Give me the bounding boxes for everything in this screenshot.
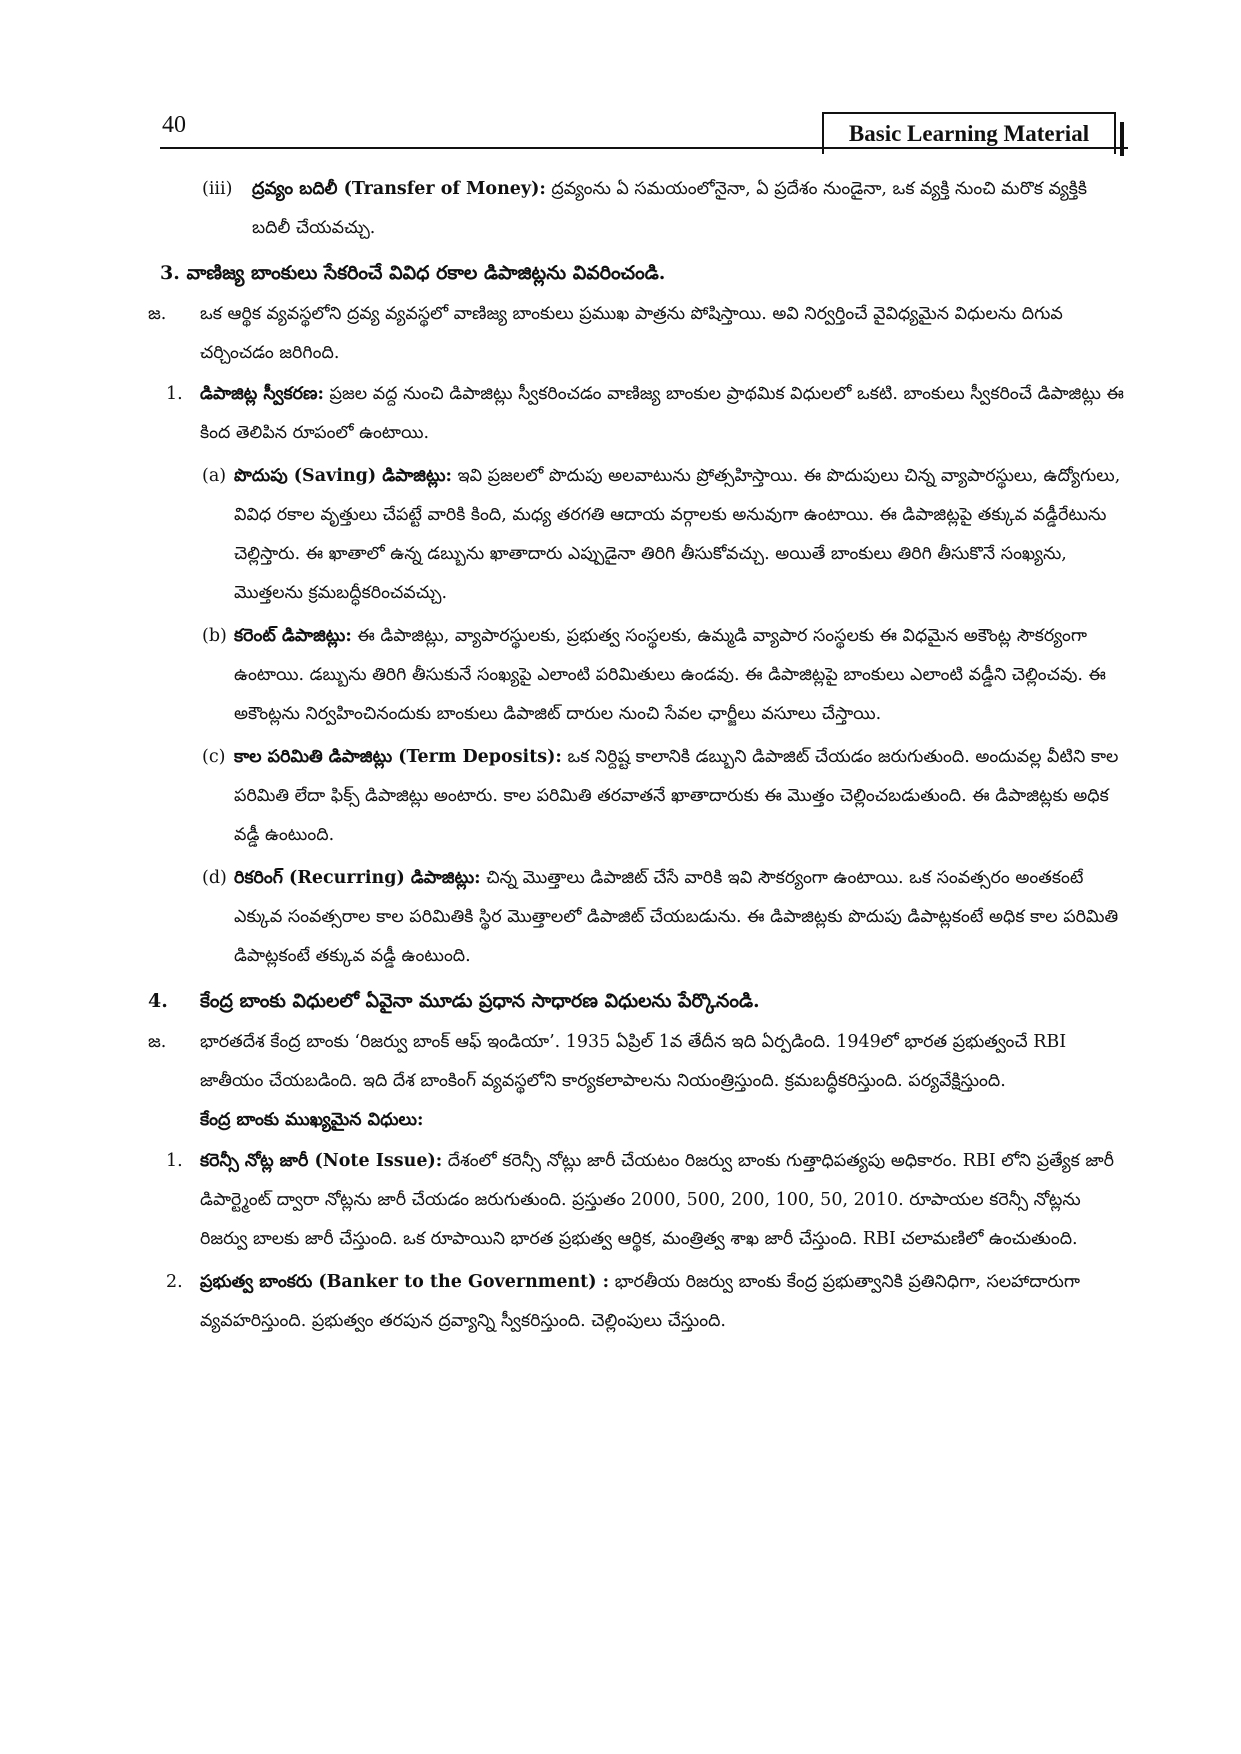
question-3 <box>160 254 1128 293</box>
deposit-type-c <box>160 738 1128 855</box>
point-text: దేశంలో కరెన్సీ నోట్లు జారీ చేయటం రిజర్వు బాంకు గుత్తాధిపత్యపు అధికారం. RBI లోని ప్రత్యేక జారీ డిపార్ట్మెంట్ ద్వారా నోట్లను జారీ చేయడం జరుగుతుంది. ప్రస్తుతం 2000, 500, 200, 100, 50, 2010. రూపాయల కరెన్సీ నోట్లను రిజర్వు బాలకు జారీ చేస్తుంది. ఒక రూపాయిని భారత ప్రభుత్వ ఆర్థిక, మంత్రిత్వ శాఖ జారీ చేస్తుంది. RBI చలామణిలో ఉంచుతుంది. <box>200 1151 1115 1249</box>
page-number: 40 <box>162 112 186 138</box>
item-iii <box>160 170 1128 248</box>
point-label: 1. <box>166 1151 183 1171</box>
point-paragraph <box>200 375 1128 453</box>
answer-4-point-2 <box>160 1263 1128 1341</box>
header-rule <box>160 147 1128 149</box>
book-title: Basic Learning Material <box>822 112 1116 154</box>
question-body: వాణిజ్య బాంకులు సేకరించే వివిధ రకాల డిపాజిట్లను వివరించండి. <box>186 262 666 284</box>
subpoint-text: ఒక నిర్దిష్ట కాలానికి డబ్బుని డిపాజిట్ చేయడం జరుగుతుంది. అందువల్ల వీటిని కాల పరిమితి లేదా ఫిక్స్ డిపాజిట్లు అంటారు. కాల పరిమితి తరవాతనే ఖాతాదారుకు ఈ మొత్తం చెల్లించబడుతుంది. ఈ డిపాజిట్లకు అధిక వడ్డీ ఉంటుంది. <box>234 747 1119 845</box>
subpoint-label: (c) <box>202 747 226 767</box>
point-paragraph <box>200 1142 1128 1259</box>
subpoint-paragraph <box>234 738 1128 855</box>
answer-label: జ. <box>148 304 167 324</box>
question-body: కేంద్ర బాంకు విధులలో ఏవైనా మూడు ప్రధాన సాధారణ విధులను పేర్కొనండి. <box>200 990 760 1012</box>
answer-4-point-1 <box>160 1142 1128 1259</box>
deposit-type-b <box>160 617 1128 734</box>
subpoint-label: (a) <box>202 466 227 486</box>
point-label: 1. <box>166 384 183 404</box>
point-heading: ప్రభుత్వ బాంకరు (Banker to the Government) : <box>200 1272 610 1292</box>
answer-intro: ఒక ఆర్థిక వ్యవస్థలోని ద్రవ్య వ్యవస్థలో వాణిజ్య బాంకులు ప్రముఖ పాత్రను పోషిస్తాయి. అవి నిర్వర్తించే వైవిధ్యమైన విధులను దిగువ చర్చించడం జరిగింది. <box>200 304 1063 363</box>
subpoint-heading: కరెంట్ డిపాజిట్లు: <box>234 626 352 646</box>
answer-intro: భారతదేశ కేంద్ర బాంకు ‘రిజర్వు బాంక్ ఆఫ్ ఇండియా’. 1935 ఏప్రిల్ 1వ తేదీన ఇది ఏర్పడింది. 1949లో భారత ప్రభుత్వంచే RBI జాతీయం చేయబడింది. ఇది దేశ బాంకింగ్ వ్యవస్థలోని కార్యకలాపాలను నియంత్రిస్తుంది. క్రమబద్ధీకరిస్తుంది. పర్యవేక్షిస్తుంది. <box>200 1032 1067 1091</box>
subpoint-heading: కాల పరిమితి డిపాజిట్లు (Term Deposits): <box>234 747 562 767</box>
answer-3 <box>148 295 1128 373</box>
subpoint-paragraph <box>234 617 1128 734</box>
subpoint-paragraph <box>234 859 1128 976</box>
point-text: భారతీయ రిజర్వు బాంకు కేంద్ర ప్రభుత్వానికి ప్రతినిధిగా, సలహాదారుగా వ్యవహరిస్తుంది. ప్రభుత్వం తరపున ద్రవ్యాన్ని స్వీకరిస్తుంది. చెల్లింపులు చేస్తుంది. <box>200 1272 1080 1331</box>
deposit-type-d <box>160 859 1128 976</box>
subheading: కేంద్ర బాంకు ముఖ్యమైన విధులు: <box>200 1110 424 1130</box>
subpoint-text: చిన్న మొత్తాలు డిపాజిట్ చేసే వారికి ఇవి సౌకర్యంగా ఉంటాయి. ఒక సంవత్సరం అంతకంటే ఎక్కువ సంవత్సరాల కాల పరిమితికి స్థిర మొత్తాలలో డిపాజిట్ చేయబడును. ఈ డిపాజిట్లకు పొదుపు డిపాట్లకంటే అధిక కాల పరిమితి డిపాట్లకంటే తక్కువ వడ్డీ ఉంటుంది. <box>234 868 1119 966</box>
item-heading: ద్రవ్యం బదిలీ (Transfer of Money): <box>252 179 546 199</box>
question-4 <box>148 982 1128 1021</box>
item-paragraph <box>220 170 1128 248</box>
subpoint-label: (b) <box>202 626 227 646</box>
subpoint-heading: పొదుపు (Saving) డిపాజిట్లు: <box>234 466 452 486</box>
subpoint-text: ఈ డిపాజిట్లు, వ్యాపారస్థులకు, ప్రభుత్వ సంస్థలకు, ఉమ్మడి వ్యాపార సంస్థలకు ఈ విధమైన అకౌంట్ల సౌకర్యంగా ఉంటాయి. డబ్బును తిరిగి తీసుకునే సంఖ్యపై ఎలాంటి పరిమితులు ఉండవు. ఈ డిపాజిట్లపై బాంకులు ఎలాంటి వడ్డీని చెల్లించవు. ఈ అకౌంట్లను నిర్వహించినందుకు బాంకులు డిపాజిట్ దారుల నుంచి సేవల ఛార్జీలు వసూలు చేస్తాయి. <box>234 626 1106 724</box>
item-label: (iii) <box>202 179 233 199</box>
point-label: 2. <box>166 1272 183 1292</box>
page-content <box>148 170 1128 1341</box>
point-paragraph <box>200 1263 1128 1341</box>
subpoint-label: (d) <box>202 868 227 888</box>
central-bank-functions-heading <box>160 1101 1128 1140</box>
point-heading: కరెన్సీ నోట్ల జారీ (Note Issue): <box>200 1151 443 1171</box>
question-label: 4. <box>148 990 168 1012</box>
item-text: ద్రవ్యంను ఏ సమయంలోనైనా, ఏ ప్రదేశం నుండైనా, ఒక వ్యక్తి నుంచి మరొక వ్యక్తికి బదిలీ చేయవచ్చు. <box>252 179 1088 238</box>
subpoint-heading: రికరింగ్ (Recurring) డిపాజిట్లు: <box>234 868 481 888</box>
answer-label: జ. <box>148 1032 167 1052</box>
point-text: ప్రజల వద్ద నుంచి డిపాజిట్లు స్వీకరించడం వాణిజ్య బాంకుల ప్రాథమిక విధులలో ఒకటి. బాంకులు స్వీకరించే డిపాజిట్లు ఈ కింద తెలిపిన రూపంలో ఉంటాయి. <box>200 384 1124 443</box>
question-text <box>160 254 1128 293</box>
question-label: 3. <box>160 262 180 284</box>
answer-4 <box>148 1023 1128 1101</box>
deposit-type-a <box>160 457 1128 613</box>
point-heading: డిపాజిట్ల స్వీకరణ: <box>200 384 324 404</box>
answer-3-point-1 <box>160 375 1128 453</box>
subpoint-paragraph <box>234 457 1128 613</box>
subpoint-text: ఇవి ప్రజలలో పొదుపు అలవాటును ప్రోత్సహిస్తాయి. ఈ పొదుపులు చిన్న వ్యాపారస్థులు, ఉద్యోగులు, వివిధ రకాల వృత్తులు చేపట్టే వారికి కింది, మధ్య తరగతి ఆదాయ వర్గాలకు అనువుగా ఉంటాయి. ఈ డిపాజిట్లపై తక్కువ వడ్డీరేటును చెల్లిస్తారు. ఈ ఖాతాలో ఉన్న డబ్బును ఖాతాదారు ఎప్పుడైనా తిరిగి తీసుకోవచ్చు. అయితే బాంకులు తిరిగి తీసుకొనే సంఖ్యను, మొత్తలను క్రమబద్ధీకరించవచ్చు. <box>234 466 1121 603</box>
